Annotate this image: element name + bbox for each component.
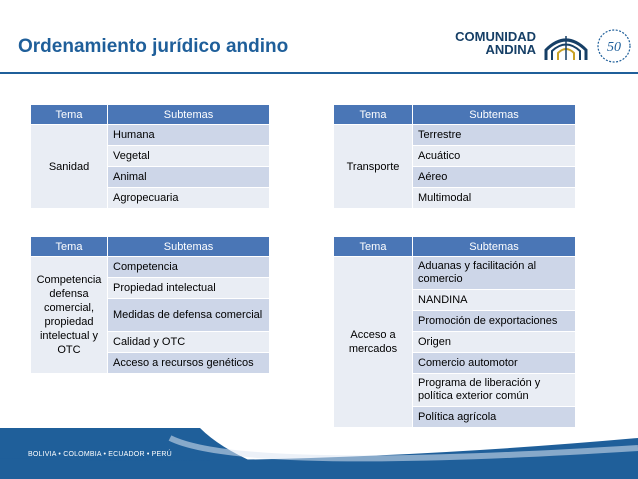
logo-wordmark [452,30,536,56]
subtema-cell: Política agrícola [413,407,576,428]
logo-line-1: COMUNIDAD [455,29,536,44]
table-competencia [30,236,270,374]
subtema-cell: Origen [413,332,576,353]
table-sanidad [30,104,270,209]
tema-cell: Competencia defensa comercial, propiedad intelectual y OTC [31,257,108,374]
comunidad-andina-arch-icon [540,28,592,64]
subtema-cell: Humana [108,125,270,146]
column-header-tema: Tema [334,237,413,257]
subtema-cell: Animal [108,167,270,188]
column-header-tema: Tema [334,105,413,125]
subtema-cell: Agropecuaria [108,188,270,209]
subtema-cell: Propiedad intelectual [108,278,270,299]
column-header-subtemas: Subtemas [413,237,576,257]
footer-countries: BOLIVIA • COLOMBIA • ECUADOR • PERÚ [28,451,172,458]
tema-cell: Sanidad [31,125,108,209]
header-rule [0,72,638,74]
slide-title: Ordenamiento jurídico andino [18,36,289,57]
column-header-subtemas: Subtemas [108,105,270,125]
anniversary-50-icon [596,28,632,64]
subtema-cell: NANDINA [413,290,576,311]
subtema-cell: Competencia [108,257,270,278]
subtema-cell: Terrestre [413,125,576,146]
subtema-cell: Programa de liberación y política exterior común [413,374,576,407]
anniversary-number: 50 [607,40,621,55]
tema-cell: Acceso a mercados [334,257,413,428]
subtema-cell: Promoción de exportaciones [413,311,576,332]
subtema-cell: Aéreo [413,167,576,188]
subtema-cell: Acceso a recursos genéticos [108,353,270,374]
column-header-subtemas: Subtemas [108,237,270,257]
subtema-cell: Aduanas y facilitación al comercio [413,257,576,290]
subtema-cell: Multimodal [413,188,576,209]
column-header-subtemas: Subtemas [413,105,576,125]
logo-line-2: ANDINA [485,42,536,57]
table-transporte [333,104,576,209]
subtema-cell: Comercio automotor [413,353,576,374]
subtema-cell: Acuático [413,146,576,167]
subtema-cell: Calidad y OTC [108,332,270,353]
tema-cell: Transporte [334,125,413,209]
subtema-cell: Vegetal [108,146,270,167]
subtema-cell: Medidas de defensa comercial [108,299,270,332]
column-header-tema: Tema [31,105,108,125]
table-acceso-mercados [333,236,576,428]
column-header-tema: Tema [31,237,108,257]
